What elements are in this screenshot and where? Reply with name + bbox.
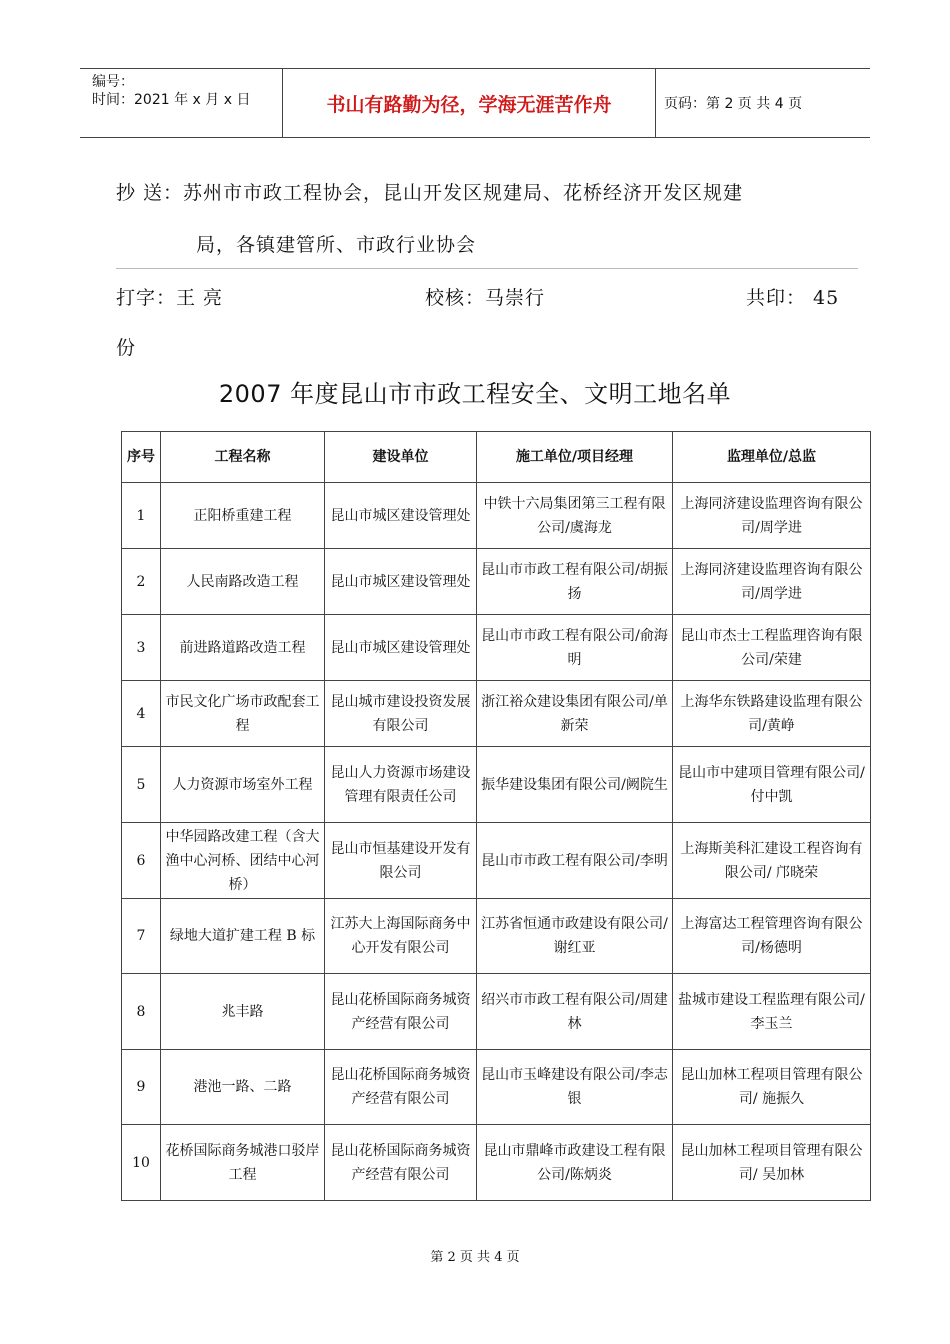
site-list-table [121, 431, 871, 1201]
cell-owner: 昆山花桥国际商务城资产经营有限公司 [325, 974, 477, 1050]
cell-no: 8 [122, 974, 161, 1050]
table-row [122, 615, 871, 681]
header-page-info: 页码：第 2 页 共 4 页 [664, 96, 803, 112]
column-header-owner: 建设单位 [325, 432, 477, 483]
header-motto: 书山有路勤为径，学海无涯苦作舟 [282, 69, 656, 137]
cell-project: 花桥国际商务城港口驳岸工程 [161, 1125, 325, 1201]
table-row [122, 681, 871, 747]
table-row [122, 483, 871, 549]
cell-owner: 昆山市城区建设管理处 [325, 549, 477, 615]
cell-supervisor: 昆山市杰士工程监理咨询有限公司/荣建 [673, 615, 871, 681]
cell-supervisor: 盐城市建设工程监理有限公司/李玉兰 [673, 974, 871, 1050]
cell-no: 6 [122, 823, 161, 899]
cell-no: 3 [122, 615, 161, 681]
page-title: 2007 年度昆山市市政工程安全、文明工地名单 [218, 380, 732, 408]
page-footer: 第 2 页 共 4 页 [430, 1250, 520, 1265]
cell-supervisor: 上海同济建设监理咨询有限公司/周学进 [673, 483, 871, 549]
column-header-supervisor: 监理单位/总监 [673, 432, 871, 483]
table-row [122, 747, 871, 823]
cell-owner: 昆山花桥国际商务城资产经营有限公司 [325, 1125, 477, 1201]
cell-supervisor: 上海富达工程管理咨询有限公司/杨德明 [673, 899, 871, 974]
code-label: 编号： [92, 74, 134, 90]
cell-project: 正阳桥重建工程 [161, 483, 325, 549]
cell-owner: 昆山人力资源市场建设管理有限责任公司 [325, 747, 477, 823]
checker: 校核：马崇行 [425, 287, 546, 309]
cell-supervisor: 昆山市中建项目管理有限公司/付中凯 [673, 747, 871, 823]
copies-unit: 份 [116, 337, 136, 359]
cell-supervisor: 上海同济建设监理咨询有限公司/周学进 [673, 549, 871, 615]
cc-line-1: 抄 送：苏州市市政工程协会，昆山开发区规建局、花桥经济开发区规建 [116, 182, 744, 204]
cell-project: 兆丰路 [161, 974, 325, 1050]
cell-builder: 昆山市市政工程有限公司/胡振扬 [477, 549, 673, 615]
cell-builder: 绍兴市市政工程有限公司/周建林 [477, 974, 673, 1050]
document-header [80, 68, 870, 138]
cell-project: 前进路道路改造工程 [161, 615, 325, 681]
cell-builder: 昆山市鼎峰市政建设工程有限公司/陈炳炎 [477, 1125, 673, 1201]
cell-no: 9 [122, 1050, 161, 1125]
cell-supervisor: 上海华东铁路建设监理有限公司/黄峥 [673, 681, 871, 747]
column-header-builder: 施工单位/项目经理 [477, 432, 673, 483]
cell-supervisor: 昆山加林工程项目管理有限公司/ 施振久 [673, 1050, 871, 1125]
header-meta [80, 69, 280, 137]
table-row [122, 1125, 871, 1201]
table-row [122, 549, 871, 615]
table-row [122, 823, 871, 899]
cell-owner: 昆山市城区建设管理处 [325, 483, 477, 549]
cell-no: 5 [122, 747, 161, 823]
cell-owner: 昆山城市建设投资发展有限公司 [325, 681, 477, 747]
table-row [122, 899, 871, 974]
cell-builder: 昆山市市政工程有限公司/俞海明 [477, 615, 673, 681]
cell-project: 绿地大道扩建工程 B 标 [161, 899, 325, 974]
column-header-seq: 序号 [122, 432, 161, 483]
column-header-project: 工程名称 [161, 432, 325, 483]
table-header-row [122, 432, 871, 483]
cell-supervisor: 昆山加林工程项目管理有限公司/ 吴加林 [673, 1125, 871, 1201]
cell-project: 中华园路改建工程（含大渔中心河桥、团结中心河桥） [161, 823, 325, 899]
divider [116, 268, 858, 269]
cell-supervisor: 上海斯美科汇建设工程咨询有限公司/ 邝晓荣 [673, 823, 871, 899]
table-row [122, 974, 871, 1050]
cell-builder: 昆山市市政工程有限公司/李明 [477, 823, 673, 899]
cell-no: 7 [122, 899, 161, 974]
cell-owner: 江苏大上海国际商务中心开发有限公司 [325, 899, 477, 974]
cc-line-2: 局，各镇建管所、市政行业协会 [196, 234, 477, 256]
cell-project: 人民南路改造工程 [161, 549, 325, 615]
cell-no: 4 [122, 681, 161, 747]
cell-builder: 浙江裕众建设集团有限公司/单新荣 [477, 681, 673, 747]
cell-builder: 昆山市玉峰建设有限公司/李志银 [477, 1050, 673, 1125]
cell-owner: 昆山市城区建设管理处 [325, 615, 477, 681]
cell-project: 市民文化广场市政配套工程 [161, 681, 325, 747]
cell-builder: 江苏省恒通市政建设有限公司/谢红亚 [477, 899, 673, 974]
time-label: 时间：2021 年 x 月 x 日 [92, 92, 251, 108]
cell-project: 港池一路、二路 [161, 1050, 325, 1125]
cell-project: 人力资源市场室外工程 [161, 747, 325, 823]
table-row [122, 1050, 871, 1125]
cell-no: 1 [122, 483, 161, 549]
copies: 共印： 45 [746, 287, 840, 309]
cell-no: 2 [122, 549, 161, 615]
cell-builder: 中铁十六局集团第三工程有限公司/虞海龙 [477, 483, 673, 549]
cell-no: 10 [122, 1125, 161, 1201]
cell-owner: 昆山市恒基建设开发有限公司 [325, 823, 477, 899]
cell-builder: 振华建设集团有限公司/阙院生 [477, 747, 673, 823]
cell-owner: 昆山花桥国际商务城资产经营有限公司 [325, 1050, 477, 1125]
typist: 打字：王 亮 [116, 287, 224, 309]
